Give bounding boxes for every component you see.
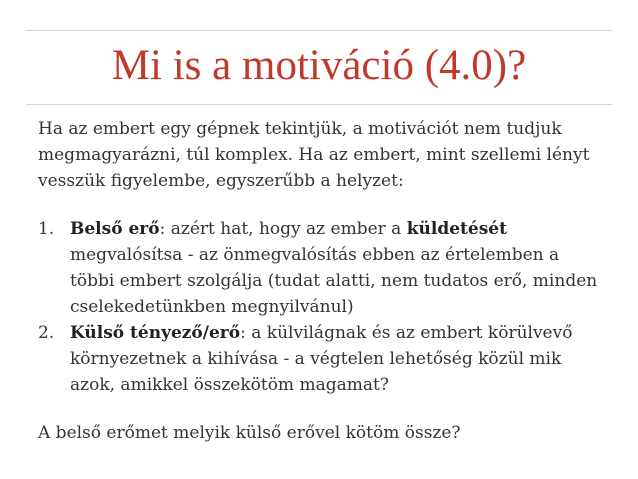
item-text: : a külvilágnak és az embert körülvevő környezetnek a kihívása - a végtelen lehetőség közül mik azok, amikkel összekötöm magamat? — [70, 323, 573, 395]
numbered-list — [38, 216, 608, 398]
closing-question: A belső erőmet melyik külső erővel kötöm össze? — [38, 423, 461, 443]
intro-paragraph: Ha az embert egy gépnek tekintjük, a motivációt nem tudjuk megmagyarázni, túl komplex. Ha az embert, mint szellemi lényt vesszük figyelembe, egyszerűbb a helyzet: — [38, 119, 590, 191]
item-term: Külső tényező/erő — [70, 323, 241, 343]
list-number: 2. — [38, 323, 55, 343]
item-term: Belső erő — [70, 219, 160, 239]
slide-body — [38, 116, 608, 446]
list-number: 1. — [38, 219, 55, 239]
list-item — [38, 320, 608, 398]
slide-title: Mi is a motiváció (4.0)? — [111, 42, 527, 89]
item-text: megvalósítsa - az önmegvalósítás ebben az értelemben a többi embert szolgálja (tudat alatti, nem tudatos erő, minden cselekedetünkben megnyilvánul) — [70, 245, 598, 317]
title-divider — [26, 104, 612, 105]
item-bold-word: küldetését — [406, 219, 507, 239]
item-text: : azért hat, hogy az ember a — [159, 219, 407, 239]
list-item — [38, 216, 608, 320]
top-divider — [26, 30, 612, 31]
